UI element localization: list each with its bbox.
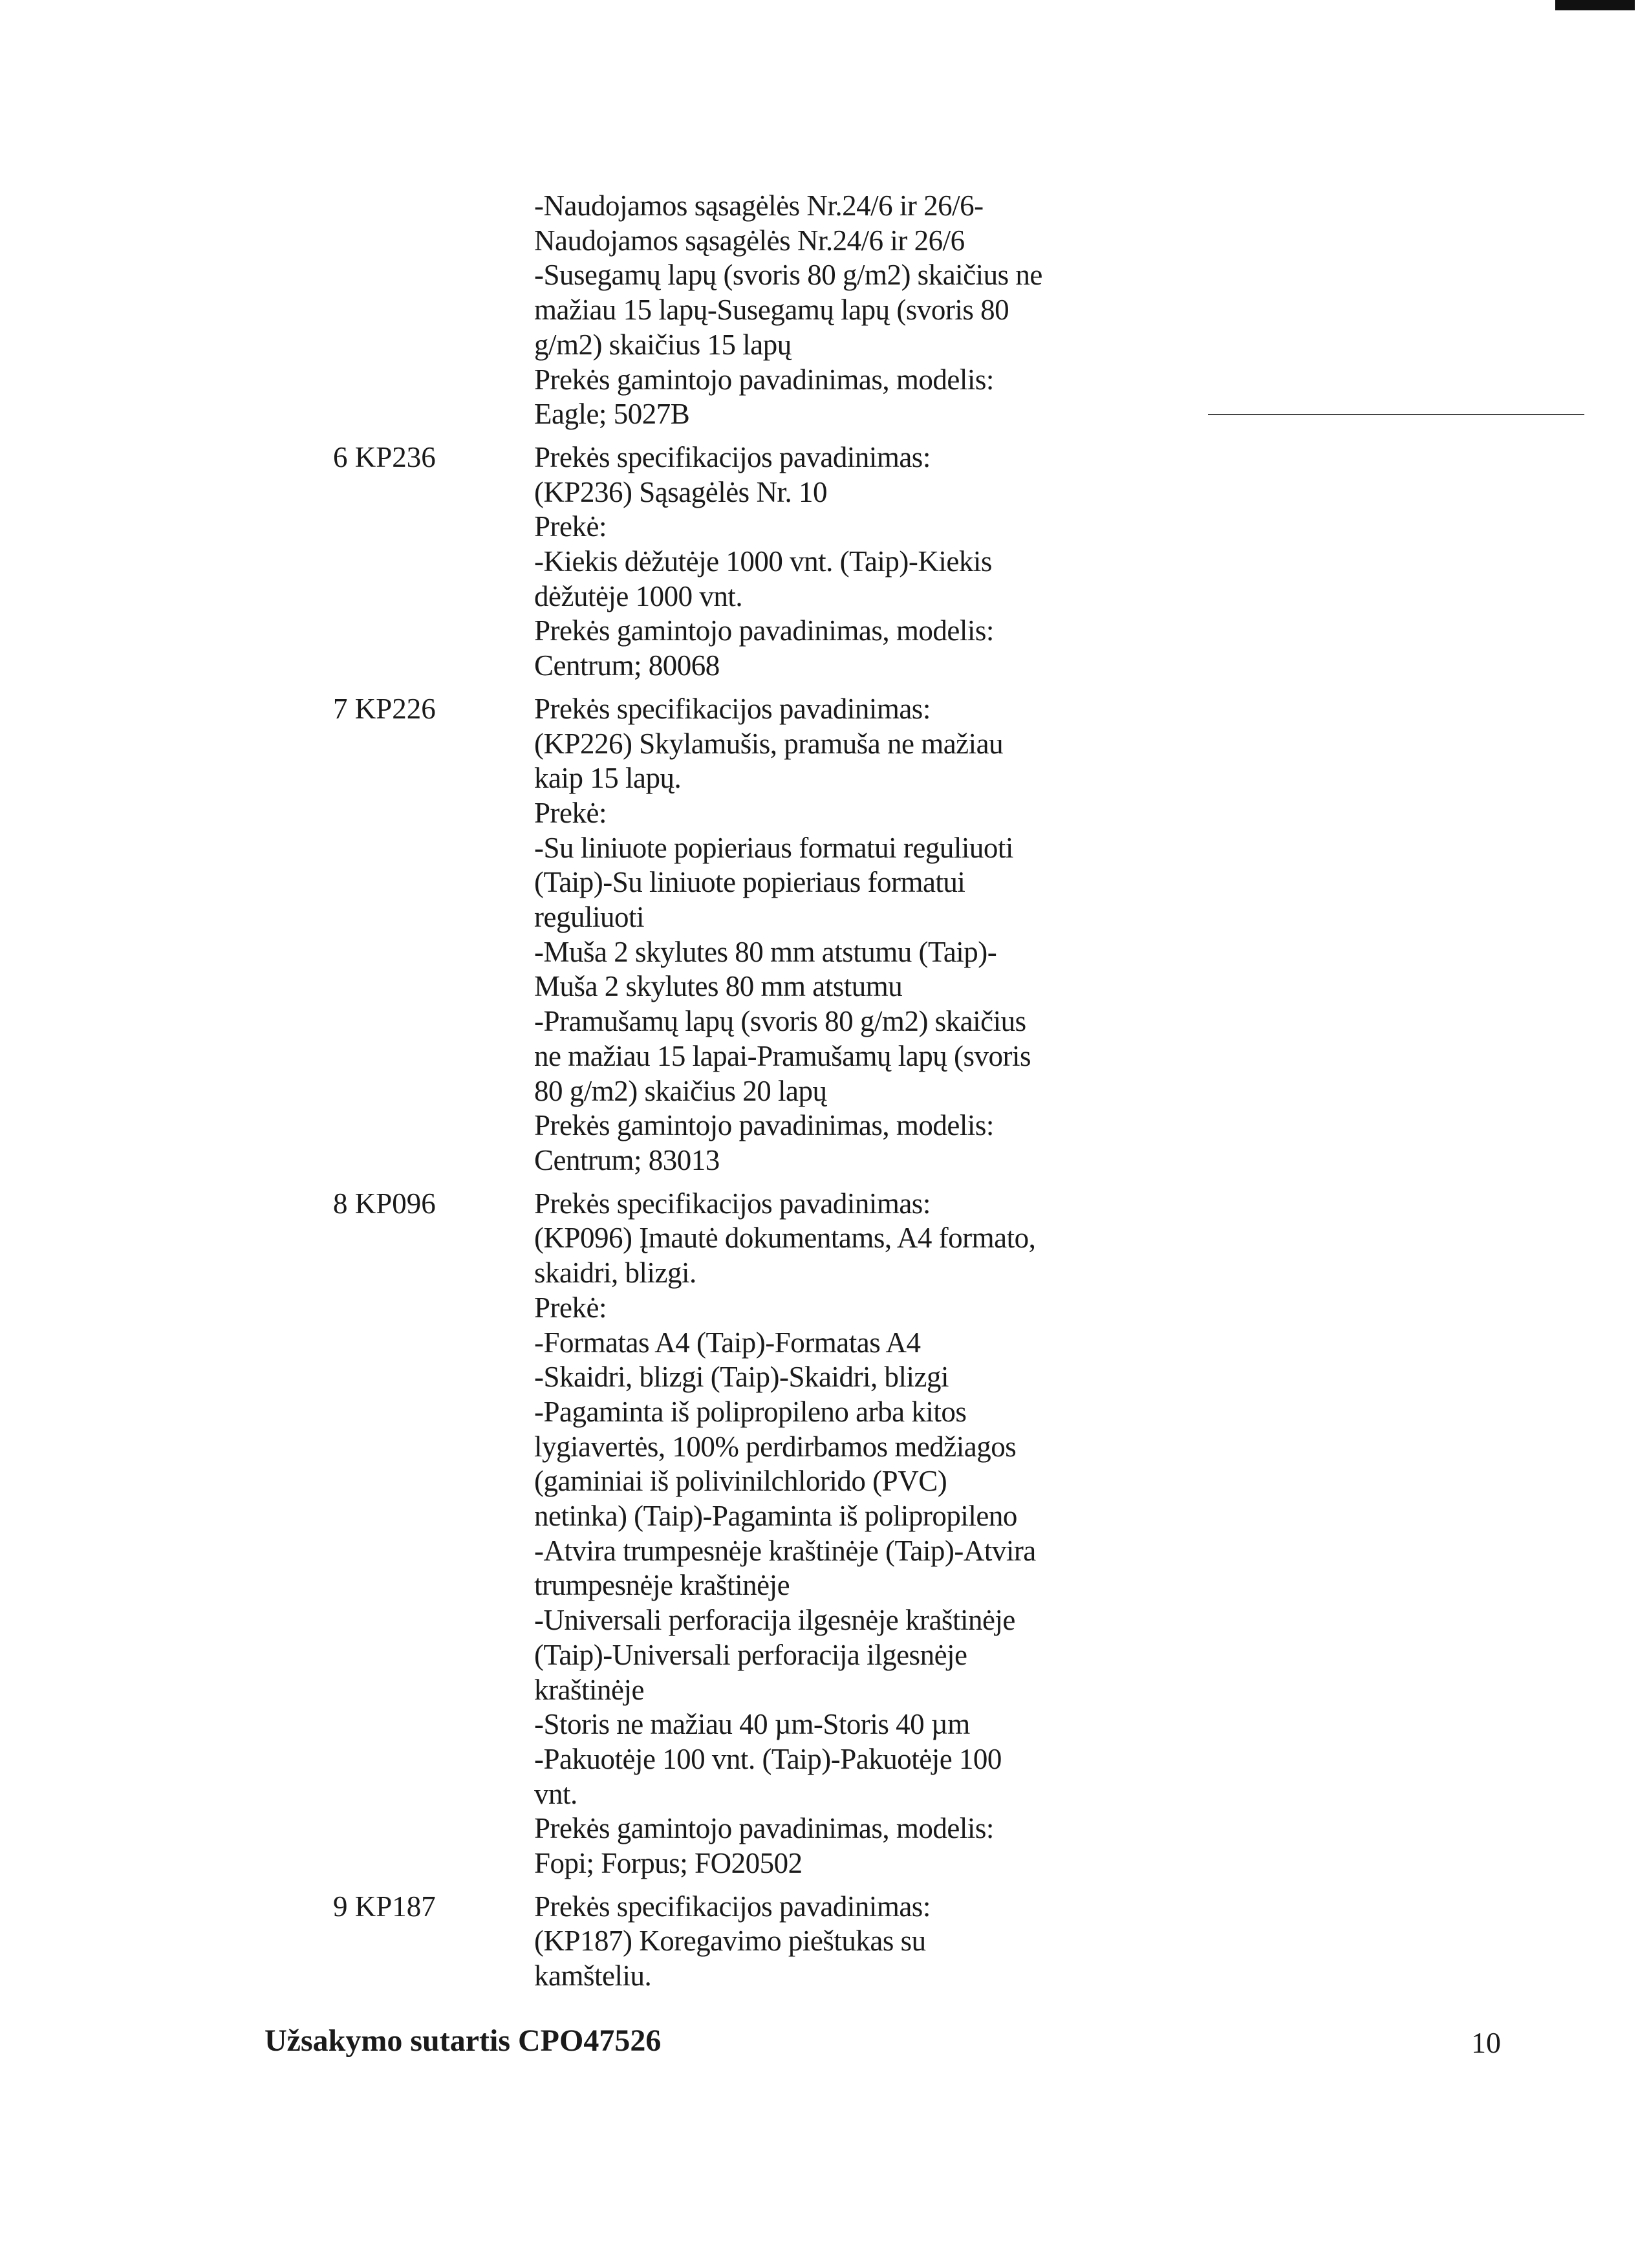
description-line: Prekės specifikacijos pavadinimas: (534, 692, 931, 725)
description-line: g/m2) skaičius 15 lapų (534, 328, 792, 361)
description-line: 80 g/m2) skaičius 20 lapų (534, 1074, 827, 1107)
description-line: (KP096) Įmautė dokumentams, A4 formato, (534, 1222, 1036, 1255)
item-number: 7 KP226 (333, 692, 436, 725)
description-line: Eagle; 5027B (534, 398, 690, 431)
description-line: dėžutėje 1000 vnt. (534, 579, 743, 612)
description-line: Prekės gamintojo pavadinimas, modelis: (534, 614, 994, 647)
description-line: (Taip)-Su liniuote popieriaus formatui (534, 866, 965, 899)
description-line: Centrum; 80068 (534, 649, 720, 682)
description-line: kaip 15 lapų. (534, 762, 682, 795)
description-line: (KP236) Sąsagėlės Nr. 10 (534, 475, 827, 508)
description-line: -Skaidri, blizgi (Taip)-Skaidri, blizgi (534, 1361, 949, 1394)
item-description (534, 189, 1649, 432)
description-line: Prekės specifikacijos pavadinimas: (534, 440, 931, 473)
description-line: (KP187) Koregavimo pieštukas su (534, 1925, 926, 1958)
description-line: trumpesnėje kraštinėje (534, 1569, 790, 1602)
description-line: -Pakuotėje 100 vnt. (Taip)-Pakuotėje 100 (534, 1742, 1002, 1775)
description-line: Prekės gamintojo pavadinimas, modelis: (534, 363, 994, 396)
description-line: -Muša 2 skylutes 80 mm atstumu (Taip)- (534, 935, 997, 968)
description-line: reguliuoti (534, 901, 644, 934)
item-list (0, 189, 1649, 1994)
list-item (0, 692, 1649, 1178)
description-line: skaidri, blizgi. (534, 1257, 696, 1290)
description-line: mažiau 15 lapų-Susegamų lapų (svoris 80 (534, 294, 1009, 327)
item-description (534, 440, 1649, 684)
description-line: Naudojamos sąsagėlės Nr.24/6 ir 26/6 (534, 224, 965, 257)
description-line: Prekės specifikacijos pavadinimas: (534, 1187, 931, 1220)
description-line: Prekė: (534, 1291, 607, 1324)
description-line: Centrum; 83013 (534, 1143, 720, 1176)
description-line: Prekės specifikacijos pavadinimas: (534, 1890, 931, 1923)
description-line: (gaminiai iš polivinilchlorido (PVC) (534, 1465, 947, 1498)
item-description (534, 1890, 1649, 1994)
description-line: -Atvira trumpesnėje kraštinėje (Taip)-Atvira (534, 1534, 1036, 1567)
description-line: kamšteliu. (534, 1960, 652, 1993)
description-line: -Formatas A4 (Taip)-Formatas A4 (534, 1326, 921, 1359)
item-description (534, 692, 1649, 1178)
description-line: -Pagaminta iš polipropileno arba kitos (534, 1395, 967, 1428)
description-line: (KP226) Skylamušis, pramuša ne mažiau (534, 727, 1004, 760)
description-line: -Kiekis dėžutėje 1000 vnt. (Taip)-Kiekis (534, 545, 992, 578)
list-item (0, 1890, 1649, 1994)
description-line: Prekė: (534, 796, 607, 829)
item-number: 8 KP096 (333, 1187, 436, 1220)
description-line: -Storis ne mažiau 40 µm-Storis 40 µm (534, 1708, 970, 1741)
description-line: netinka) (Taip)-Pagaminta iš polipropileno (534, 1500, 1017, 1533)
item-number: 6 KP236 (333, 440, 436, 473)
list-item (0, 1187, 1649, 1881)
description-line: -Naudojamos sąsagėlės Nr.24/6 ir 26/6- (534, 189, 984, 222)
description-line: lygiavertės, 100% perdirbamos medžiagos (534, 1430, 1017, 1463)
list-item (0, 440, 1649, 684)
item-description (534, 1187, 1649, 1881)
page-number: 10 (1471, 2026, 1501, 2059)
description-line: -Su liniuote popieriaus formatui reguliuoti (534, 831, 1013, 864)
description-line: -Pramušamų lapų (svoris 80 g/m2) skaičius (534, 1005, 1026, 1038)
list-item (0, 189, 1649, 432)
description-line: -Susegamų lapų (svoris 80 g/m2) skaičius ne (534, 259, 1042, 292)
description-line: Fopi; Forpus; FO20502 (534, 1847, 803, 1880)
item-number: 9 KP187 (333, 1890, 436, 1923)
description-line: Prekės gamintojo pavadinimas, modelis: (534, 1812, 994, 1845)
description-line: kraštinėje (534, 1673, 644, 1706)
description-line: Prekė: (534, 510, 607, 543)
description-line: Muša 2 skylutes 80 mm atstumu (534, 970, 903, 1003)
description-line: (Taip)-Universali perforacija ilgesnėje (534, 1638, 967, 1671)
description-line: vnt. (534, 1777, 577, 1810)
scan-mark (1555, 0, 1635, 10)
contract-title: Užsakymo sutartis CPO47526 (264, 2024, 662, 2058)
description-line: ne mažiau 15 lapai-Pramušamų lapų (svoris (534, 1039, 1031, 1072)
description-line: Prekės gamintojo pavadinimas, modelis: (534, 1109, 994, 1142)
description-line: -Universali perforacija ilgesnėje kraštinėje (534, 1604, 1015, 1637)
